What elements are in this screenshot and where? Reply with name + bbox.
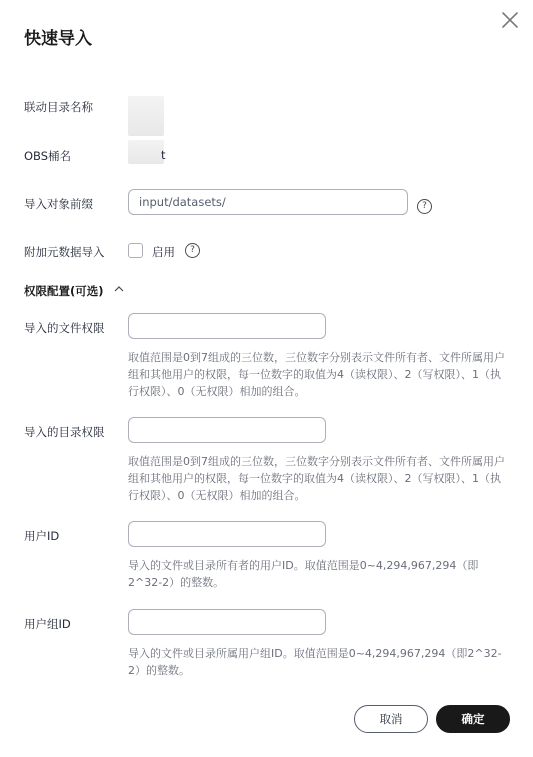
help-icon[interactable]: ? — [417, 199, 432, 214]
permission-section-toggle[interactable]: 权限配置(可选) — [24, 284, 104, 298]
dir-permission-label: 导入的目录权限 — [24, 425, 105, 439]
dialog-title: 快速导入 — [24, 29, 92, 49]
attach-metadata-checkbox-label[interactable]: 启用 — [152, 245, 175, 259]
obs-bucket-redacted — [128, 140, 164, 164]
group-id-label: 用户组ID — [24, 617, 71, 631]
attach-metadata-checkbox[interactable] — [128, 243, 143, 258]
help-icon[interactable]: ? — [185, 243, 200, 258]
import-prefix-label: 导入对象前缀 — [24, 197, 93, 211]
file-permission-label: 导入的文件权限 — [24, 321, 105, 335]
dir-permission-hint: 取值范围是0到7组成的三位数，三位数字分别表示文件所有者、文件所属用户组和其他用户的权限，每一位数字的取值为4（读权限）、2（写权限）、1（执行权限）、0（无权限）相加的组合。 — [128, 455, 505, 502]
link-dir-name-label: 联动目录名称 — [24, 100, 93, 114]
file-permission-input[interactable] — [128, 313, 326, 339]
chevron-up-icon[interactable] — [113, 284, 125, 294]
obs-bucket-value: t — [161, 148, 166, 162]
user-id-hint: 导入的文件或目录所有者的用户ID。取值范围是0~4,294,967,294（即2^32-2）的整数。 — [128, 559, 479, 589]
confirm-button[interactable]: 确定 — [436, 705, 510, 733]
user-id-input[interactable] — [128, 521, 326, 547]
obs-bucket-label: OBS桶名 — [24, 149, 72, 163]
group-id-input[interactable] — [128, 609, 326, 635]
file-permission-hint: 取值范围是0到7组成的三位数，三位数字分别表示文件所有者、文件所属用户组和其他用户的权限，每一位数字的取值为4（读权限）、2（写权限）、1（执行权限）、0（无权限）相加的组合。 — [128, 351, 505, 398]
user-id-label: 用户ID — [24, 529, 60, 543]
group-id-hint: 导入的文件或目录所属用户组ID。取值范围是0~4,294,967,294（即2^32-2）的整数。 — [128, 647, 502, 677]
dir-permission-input[interactable] — [128, 417, 326, 443]
attach-metadata-label: 附加元数据导入 — [24, 245, 105, 259]
link-dir-name-redacted — [128, 96, 164, 136]
cancel-button[interactable]: 取消 — [354, 705, 428, 733]
import-prefix-input[interactable] — [128, 189, 408, 215]
close-icon[interactable] — [500, 10, 520, 30]
